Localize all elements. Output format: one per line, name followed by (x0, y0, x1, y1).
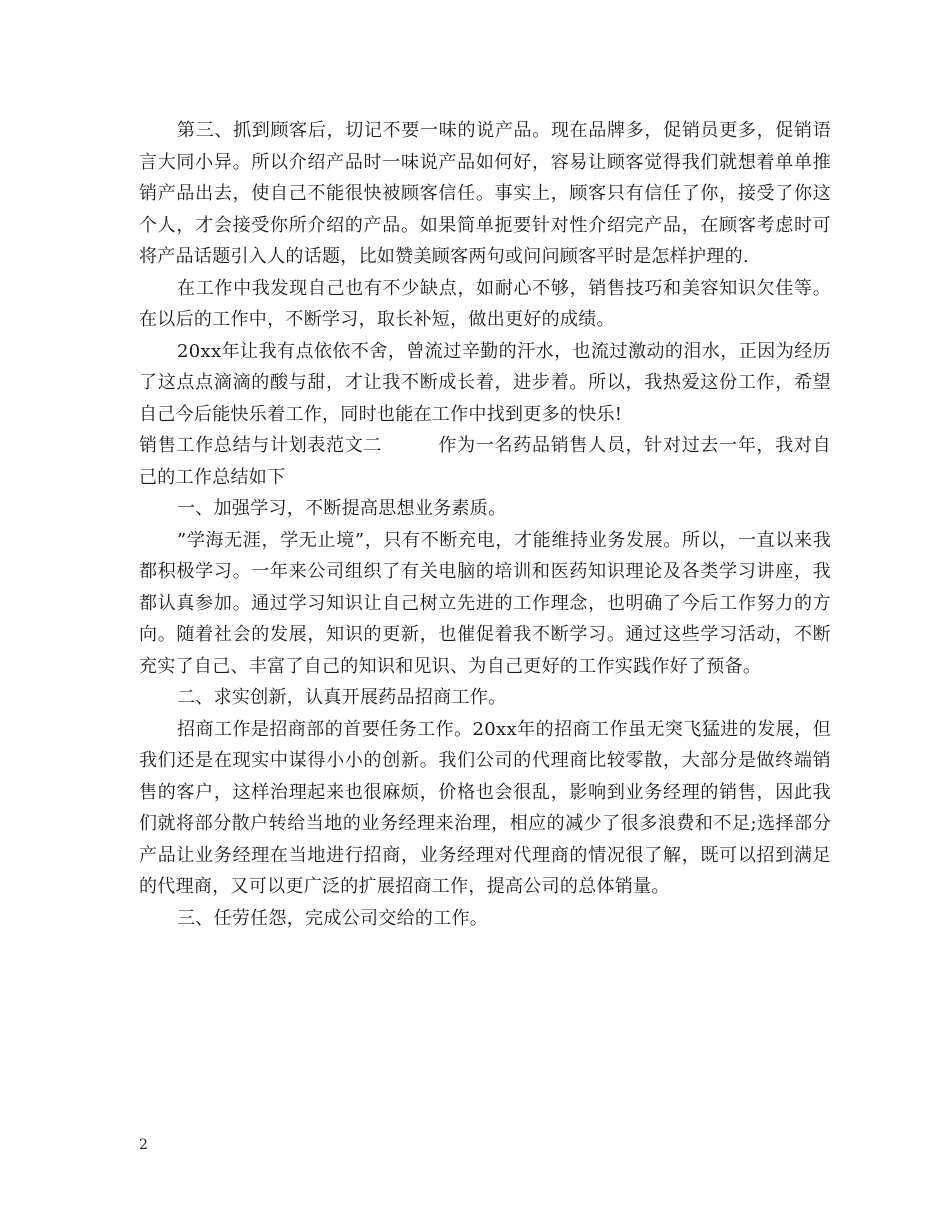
paragraph-investment-work: 招商工作是招商部的首要任务工作。20xx年的招商工作虽无突飞猛进的发展，但我们还是在现实中谋得小小的创新。我们公司的代理商比较零散，大部分是做终端销售的客户，这样治理起来也很麻烦，价格也会很乱，影响到业务经理的销售，因此我们就将部分散户转给当地的业务经理来治理，相应的减少了很多浪费和不足;选择部分产品让业务经理在当地进行招商，业务经理对代理商的情况很了解，既可以招到满足的代理商，又可以更广泛的扩展招商工作，提高公司的总体销量。 (139, 718, 831, 897)
paragraph-customer-tips: 第三、抓到顾客后，切记不要一味的说产品。现在品牌多，促销员更多，促销语言大同小异。所以介绍产品时一味说产品如何好，容易让顾客觉得我们就想着单单推销产品出去，使自己不能很快被顾客信任。事实上，顾客只有信任了你，接受了你这个人，才会接受你所介绍的产品。如果简单扼要针对性介绍完产品，在顾客考虑时可将产品话题引入人的话题，比如赞美顾客两句或问问顾客平时是怎样护理的. (139, 120, 831, 267)
page-number: 2 (139, 1137, 148, 1153)
paragraph-heading-innovation: 二、求实创新，认真开展药品招商工作。 (177, 687, 507, 708)
paragraph-year-reflection: 20xx年让我有点依依不舍，曾流过辛勤的汗水，也流过激动的泪水，正因为经历了这点点滴滴的酸与甜，才让我不断成长着，进步着。所以，我热爱这份工作，希望自己今后能快乐着工作，同时也能在工作中找到更多的快乐! (139, 340, 831, 425)
paragraph-shortcomings: 在工作中我发现自己也有不少缺点，如耐心不够，销售技巧和美容知识欠佳等。在以后的工作中，不断学习，取长补短，做出更好的成绩。 (139, 277, 831, 330)
paragraph-study-details: ”学海无涯，学无止境”，只有不断充电，才能维持业务发展。所以，一直以来我都积极学习。一年来公司组织了有关电脑的培训和医药知识理论及各类学习讲座，我都认真参加。通过学习知识让自己树立先进的工作理念，也明确了今后工作努力的方向。随着社会的发展，知识的更新，也催促着我不断学习。通过这些学习活动，不断充实了自己、丰富了自己的知识和见识、为自己更好的工作实践作好了预备。 (139, 529, 831, 677)
paragraph-heading-study: 一、加强学习，不断提高思想业务素质。 (177, 498, 507, 519)
paragraph-section-two-heading: 销售工作总结与计划表范文二 作为一名药品销售人员，针对过去一年，我对自己的工作总结如下 (139, 435, 831, 488)
paragraph-heading-diligence: 三、任劳任怨，完成公司交给的工作。 (177, 907, 489, 929)
document-body (139, 115, 831, 934)
